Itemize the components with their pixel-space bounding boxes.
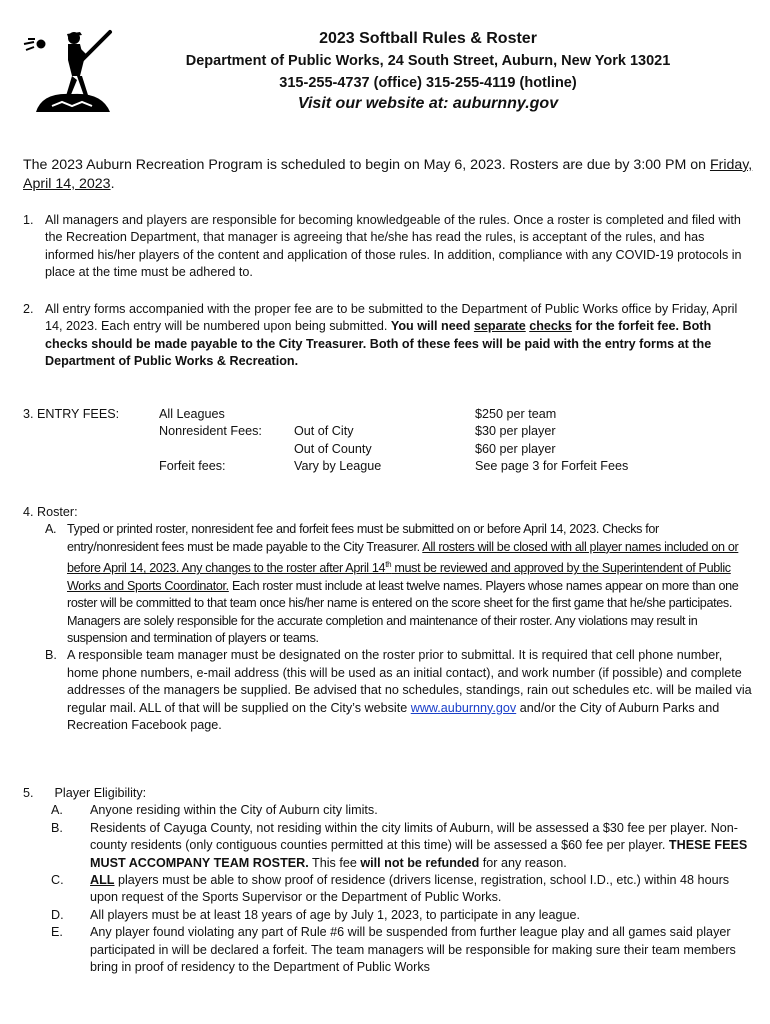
softball-batter-logo	[22, 26, 118, 116]
website-line: Visit our website at: auburnny.gov	[297, 95, 559, 112]
rule-5b: B. Residents of Cayuga County, not residing within the city limits of Auburn, will be assessed a $30 fee per player. Non-county residents (only contiguous counties permitted at this time) will be assessed a $60 fee per player. THESE FEES MUST ACCOMPANY TEAM ROSTER. This fee will not be refunded for any reason.	[51, 820, 748, 870]
entry-fees-table: 3. ENTRY FEES: All Leagues $250 per team Nonresident Fees: Out of City $30 per player Out of County $60 per player Forfeit fees: Vary by League See page 3 for Forfeit Fees	[23, 407, 629, 474]
rule-2: 2. All entry forms accompanied with the proper fee are to be submitted to the Department of Public Works office by Friday, April 14, 2023. Each entry will be numbered upon being submitted. You will need separate checks for the forfeit fee. Both checks should be made payable to the City Treasurer. Both of these fees will be paid with the entry forms at the Department of Public Works & Recreation.	[23, 302, 738, 369]
intro-paragraph: The 2023 Auburn Recreation Program is scheduled to begin on May 6, 2023. Rosters are due by 3:00 PM on Friday, April 14, 2023.	[23, 157, 753, 192]
phone-numbers: 315-255-4737 (office) 315-255-4119 (hotline)	[279, 75, 577, 91]
rule-4a: A. Typed or printed roster, nonresident fee and forfeit fees must be submitted on or before April 14, 2023. Checks for entry/nonresident fees must be made payable to the City Treasurer. All rosters will be closed with all player names included on or before April 14, 2023. Any changes to the roster after April 14th must be reviewed and approved by the Superintendent of Public Works and Sports Coordinator. Each roster must include at least twelve names. Players whose names appear on more than one roster will be committed to that team once his/her name is entered on the score sheet for the first game that he/she participates. Managers are solely responsible for the accurate completion and maintenance of their roster. Any violations may result in suspension and termination of players or teams.	[45, 522, 739, 646]
page-title: 2023 Softball Rules & Roster	[319, 30, 537, 47]
department-address: Department of Public Works, 24 South Street, Auburn, New York 13021	[185, 53, 671, 69]
rule-5c: C. ALL players must be able to show proof of residence (drivers license, registration, school I.D., etc.) within 48 hours upon request of the Sports Supervisor or the Department of Public Works.	[51, 873, 730, 905]
rule-5e: E. Any player found violating any part of Rule #6 will be suspended from further league play and all games said player participated in will be declared a forfeit. The team managers will be responsible for making sure their team members bring in proof of residency to the Department of Public Works	[51, 925, 736, 975]
rule-5-eligibility: 5. Player Eligibility: A. Anyone residing within the City of Auburn city limits. B. Residents of Cayuga County, not residing within the city limits of Auburn, will be assessed a $30 fee per player. Non-county residents (only contiguous counties permitted at this time) will be assessed a $60 fee per player. THESE FEES MUST ACCOMPANY TEAM ROSTER. This fee will not be refunded for any reason. C. ALL players must be able to show proof of residence (drivers license, registration, school I.D., etc.) within 48 hours upon request of the Sports Supervisor or the Department of Public Works. D. All players must be at least 18 years of age by July 1, 2023, to participate in any league. E. Any player found violating any part of Rule #6 will be suspended from further league play and all games said player participated in will be declared a forfeit. The team managers will be responsible for making sure their team members bring in proof of residency to the Department of Public Works	[23, 785, 753, 976]
rule-5d: D. All players must be at least 18 years of age by July 1, 2023, to participate in any league.	[51, 907, 581, 922]
rule-5a: A. Anyone residing within the City of Auburn city limits.	[51, 803, 378, 818]
rule-4-roster: 4. Roster: A. Typed or printed roster, nonresident fee and forfeit fees must be submitted on or before April 14, 2023. Checks for entry/nonresident fees must be made payable to the City Treasurer. All rosters will be closed with all player names included on or before April 14, 2023. Any changes to the roster after April 14th must be reviewed and approved by the Superintendent of Public Works and Sports Coordinator. Each roster must include at least twelve names. Players whose names appear on more than one roster will be committed to that team once his/her name is entered on the score sheet for the first game that he/she participates. Managers are solely responsible for the accurate completion and maintenance of their roster. Any violations may result in suspension and termination of players or teams. B. A responsible team manager must be designated on the roster prior to submittal. It is required that cell phone number, home phone numbers, e-mail address (this will be used as an initial contact), and work number (if possible) and complete addresses of the managers be supplied. Be advised that no schedules, standings, rain out schedules etc. will be mailed via regular mail. ALL of that will be supplied on the City’s website www.auburnny.gov and/or the City of Auburn Parks and Recreation Facebook page.	[23, 504, 753, 734]
due-date: Friday, April 14, 2023	[23, 157, 753, 192]
city-website-link[interactable]: www.auburnny.gov	[410, 700, 517, 715]
rule-1: 1. All managers and players are responsible for becoming knowledgeable of the rules. Once a roster is completed and filed with the Recreation Department, that manager is agreeing that he/she has read the rules, is acceptant of the rules, and has informed his/her players of the content and application of those rules. In addition, compliance with any COVID-19 protocols in place at the time must be adhered to.	[23, 213, 742, 280]
rule-4b: B. A responsible team manager must be designated on the roster prior to submittal. It is required that cell phone number, home phone numbers, e-mail address (this will be used as an initial contact), and work number (if possible) and complete addresses of the managers be supplied. Be advised that no schedules, standings, rain out schedules etc. will be mailed via regular mail. ALL of that will be supplied on the City’s website www.auburnny.gov and/or the City of Auburn Parks and Recreation Facebook page.	[45, 648, 752, 733]
entry-fees-label: 3. ENTRY FEES:	[23, 407, 120, 421]
